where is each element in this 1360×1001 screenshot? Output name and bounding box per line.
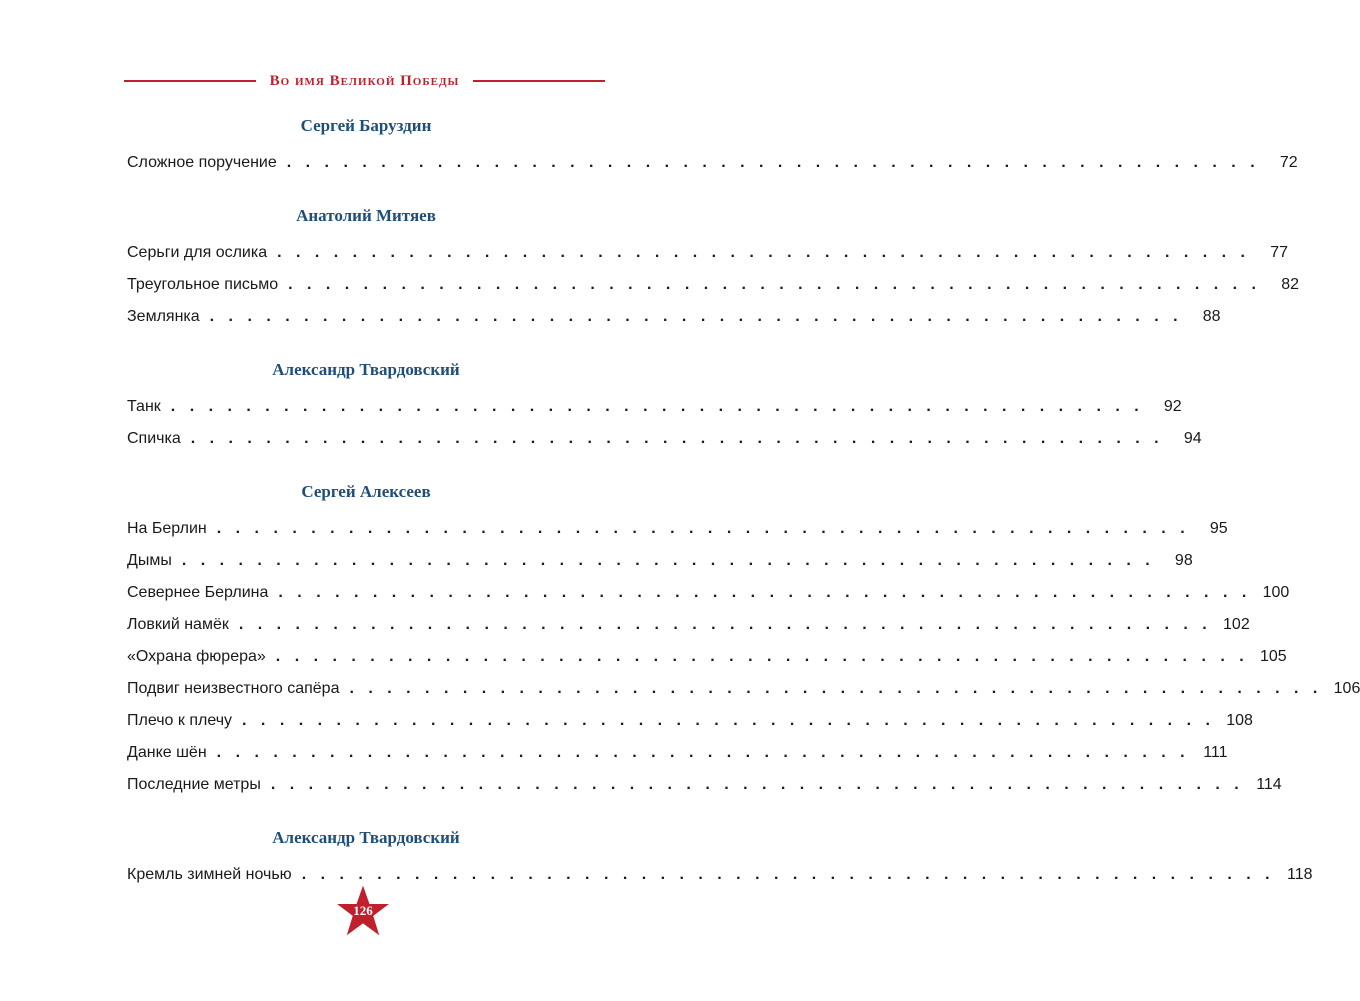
dot-leader: . . . . . . . . . . . . . . . . . . . . . . . . . . . . . . . . . . . . . . . . . . . . . . . . . . . . bbox=[209, 308, 1183, 325]
entry-page-number: 102 bbox=[1223, 616, 1250, 633]
dot-leader: . . . . . . . . . . . . . . . . . . . . . . . . . . . . . . . . . . . . . . . . . . . . . . . . . . . . bbox=[288, 276, 1261, 293]
toc-entry bbox=[127, 641, 1287, 673]
entry-title: Севернее Берлина bbox=[127, 584, 269, 601]
entry-title: Спичка bbox=[127, 430, 181, 447]
toc-entry bbox=[127, 545, 1193, 577]
dot-leader: . . . . . . . . . . . . . . . . . . . . . . . . . . . . . . . . . . . . . . . . . . . . . . . . . . . . bbox=[190, 430, 1164, 447]
entry-page-number: 106 bbox=[1333, 680, 1360, 697]
entry-title: Данке шён bbox=[127, 744, 207, 761]
entry-page-number: 105 bbox=[1259, 648, 1287, 665]
entry-page-number: 72 bbox=[1279, 154, 1298, 171]
toc-entry bbox=[127, 513, 1228, 545]
entry-title: Дымы bbox=[127, 552, 172, 569]
toc-entry bbox=[127, 237, 1288, 269]
dot-leader: . . . . . . . . . . . . . . . . . . . . . . . . . . . . . . . . . . . . . . . . . . . . . . . . . . . . bbox=[349, 680, 1323, 697]
author-name: Сергей Баруздин bbox=[300, 116, 432, 135]
entry-title: Серьги для ослика bbox=[127, 244, 268, 261]
dot-leader: . . . . . . . . . . . . . . . . . . . . . . . . . . . . . . . . . . . . . . . . . . . . . . . . . . . . bbox=[216, 520, 1190, 537]
entry-page-number: 95 bbox=[1209, 520, 1228, 537]
entry-title: Танк bbox=[127, 398, 161, 415]
table-of-contents bbox=[127, 113, 1360, 891]
toc-entry bbox=[127, 737, 1228, 769]
header-rule-right bbox=[473, 80, 605, 82]
entry-title: Подвиг неизвестного сапёра bbox=[127, 680, 340, 697]
dot-leader: . . . . . . . . . . . . . . . . . . . . . . . . . . . . . . . . . . . . . . . . . . . . . . . . . . . . bbox=[242, 712, 1215, 729]
dot-leader: . . . . . . . . . . . . . . . . . . . . . . . . . . . . . . . . . . . . . . . . . . . . . . . . . . . . bbox=[270, 776, 1244, 793]
entry-page-number: 118 bbox=[1287, 866, 1313, 883]
toc-section bbox=[127, 357, 1202, 455]
entry-page-number: 108 bbox=[1226, 712, 1253, 729]
dot-leader: . . . . . . . . . . . . . . . . . . . . . . . . . . . . . . . . . . . . . . . . . . . . . . . . . . . . bbox=[181, 552, 1155, 569]
running-header bbox=[124, 66, 605, 96]
entry-title: «Охрана фюрера» bbox=[127, 648, 266, 665]
toc-section bbox=[127, 825, 1313, 891]
dot-leader: . . . . . . . . . . . . . . . . . . . . . . . . . . . . . . . . . . . . . . . . . . . . . . . . . . . . bbox=[238, 616, 1212, 633]
header-rule-left bbox=[124, 80, 256, 82]
toc-entry bbox=[127, 705, 1253, 737]
entry-title: На Берлин bbox=[127, 520, 207, 537]
toc-entry bbox=[127, 769, 1282, 801]
entry-page-number: 88 bbox=[1202, 308, 1221, 325]
toc-entry bbox=[127, 577, 1290, 609]
toc-section bbox=[127, 203, 1299, 333]
toc-entry bbox=[127, 673, 1360, 705]
entry-title: Сложное поручение bbox=[127, 154, 277, 171]
author-name: Александр Твардовский bbox=[272, 828, 460, 847]
dot-leader: . . . . . . . . . . . . . . . . . . . . . . . . . . . . . . . . . . . . . . . . . . . . . . . . . . . . bbox=[286, 154, 1260, 171]
toc-entry bbox=[127, 301, 1221, 333]
dot-leader: . . . . . . . . . . . . . . . . . . . . . . . . . . . . . . . . . . . . . . . . . . . . . . . . . . . . bbox=[277, 244, 1250, 261]
dot-leader: . . . . . . . . . . . . . . . . . . . . . . . . . . . . . . . . . . . . . . . . . . . . . . . . . . . . bbox=[170, 398, 1144, 415]
author-name: Александр Твардовский bbox=[272, 360, 460, 379]
dot-leader: . . . . . . . . . . . . . . . . . . . . . . . . . . . . . . . . . . . . . . . . . . . . . . . . . . . . bbox=[301, 866, 1275, 883]
author-name: Сергей Алексеев bbox=[301, 482, 431, 501]
author-name: Анатолий Митяев bbox=[296, 206, 436, 225]
toc-section bbox=[127, 113, 1298, 179]
entry-title: Землянка bbox=[127, 308, 200, 325]
toc-entry bbox=[127, 147, 1298, 179]
dot-leader: . . . . . . . . . . . . . . . . . . . . . . . . . . . . . . . . . . . . . . . . . . . . . . . . . . . . bbox=[216, 744, 1190, 761]
entry-page-number: 92 bbox=[1163, 398, 1182, 415]
entry-title: Ловкий намёк bbox=[127, 616, 229, 633]
entry-page-number: 98 bbox=[1174, 552, 1193, 569]
entry-title: Плечо к плечу bbox=[127, 712, 233, 729]
entry-title: Последние метры bbox=[127, 776, 261, 793]
entry-title: Треугольное письмо bbox=[127, 276, 279, 293]
page-number: 126 bbox=[353, 903, 373, 918]
entry-page-number: 77 bbox=[1270, 244, 1288, 261]
header-title: Во имя Великой Победы bbox=[269, 72, 460, 89]
entry-page-number: 82 bbox=[1281, 276, 1299, 293]
entry-page-number: 114 bbox=[1256, 776, 1282, 793]
page-number-badge bbox=[336, 884, 390, 938]
toc-entry bbox=[127, 391, 1182, 423]
entry-page-number: 94 bbox=[1183, 430, 1202, 447]
entry-title: Кремль зимней ночью bbox=[127, 866, 292, 883]
entry-page-number: 100 bbox=[1262, 584, 1290, 601]
toc-entry bbox=[127, 609, 1250, 641]
dot-leader: . . . . . . . . . . . . . . . . . . . . . . . . . . . . . . . . . . . . . . . . . . . . . . . . . . . . bbox=[278, 584, 1252, 601]
dot-leader: . . . . . . . . . . . . . . . . . . . . . . . . . . . . . . . . . . . . . . . . . . . . . . . . . . . . bbox=[275, 648, 1249, 665]
toc-entry bbox=[127, 269, 1299, 301]
entry-page-number: 111 bbox=[1203, 744, 1228, 761]
toc-section bbox=[127, 479, 1360, 801]
toc-entry bbox=[127, 423, 1202, 455]
